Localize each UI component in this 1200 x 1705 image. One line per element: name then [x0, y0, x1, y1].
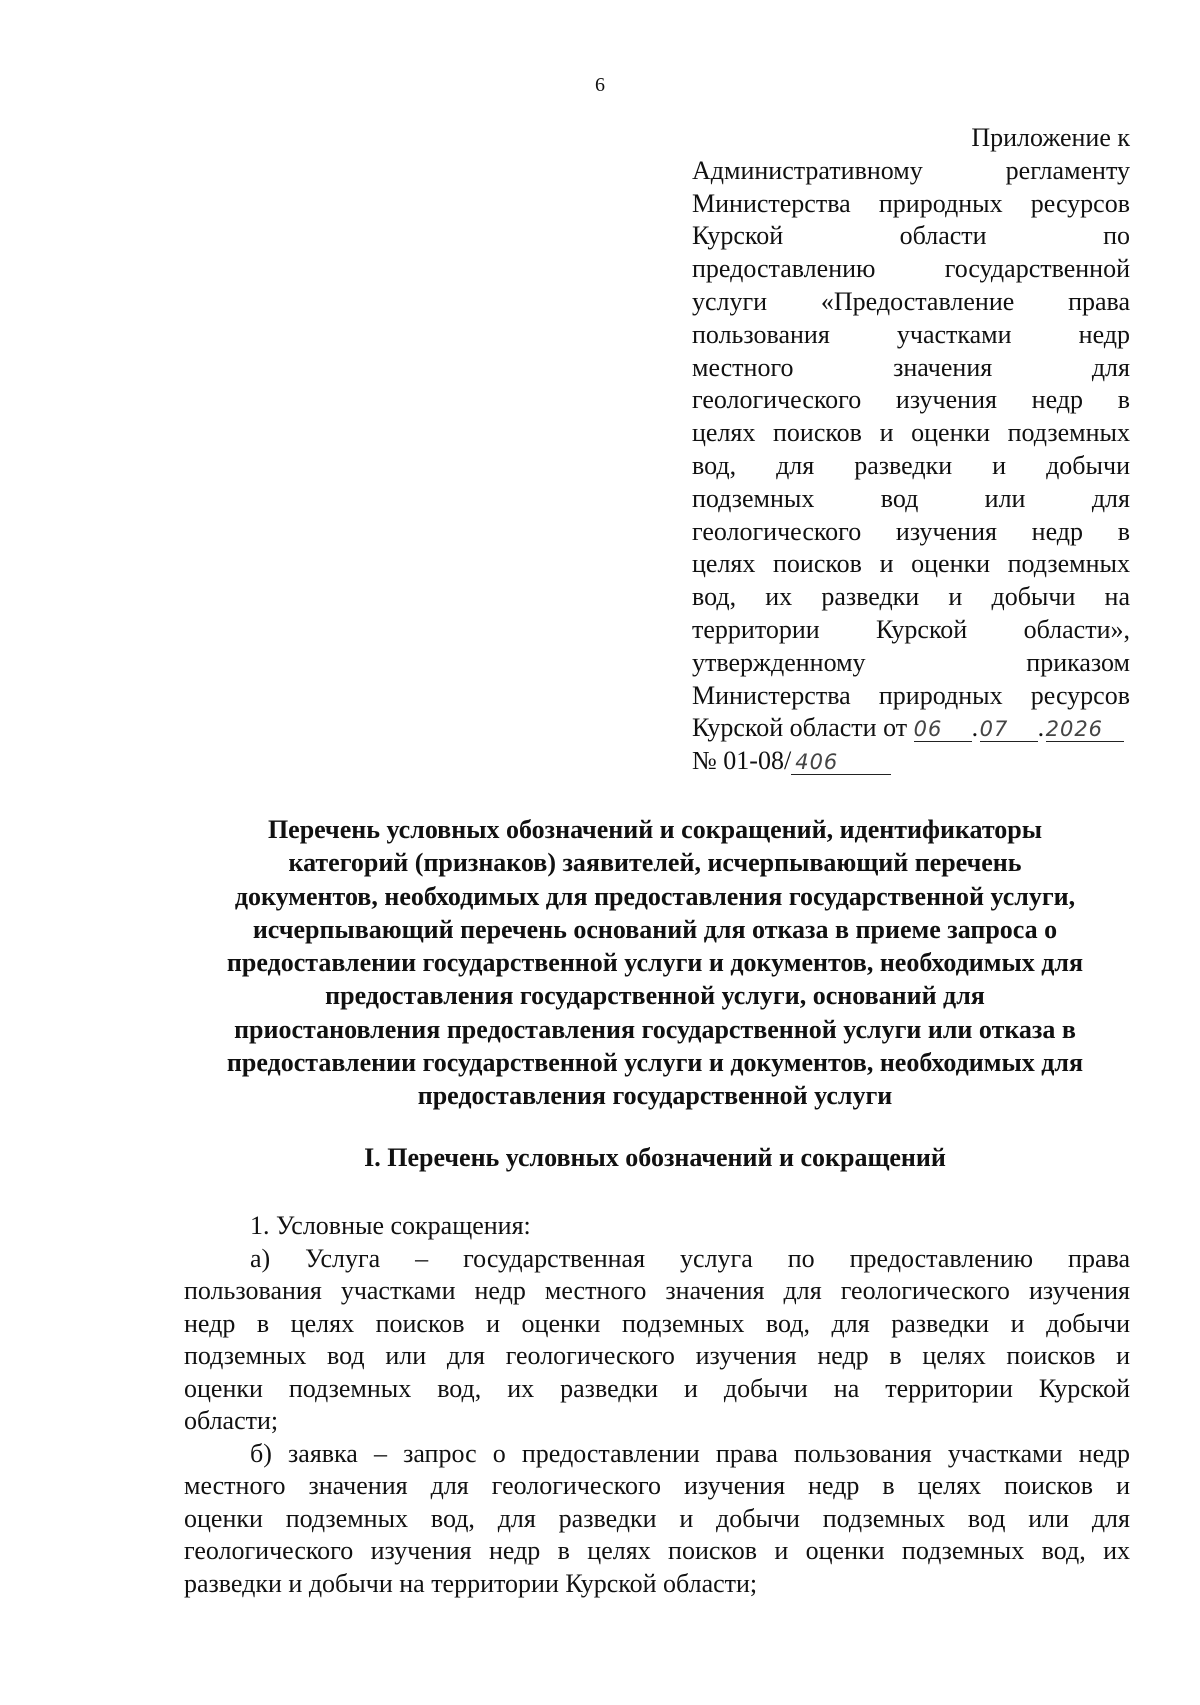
order-number-line	[692, 745, 1130, 778]
appendix-line: геологического изучения недр в	[692, 385, 1130, 415]
appendix-line: Министерства природных ресурсов	[692, 680, 1130, 710]
title-line: предоставлении государственной услуги и документов, необходимых для	[226, 1048, 1084, 1078]
appendix-line: предоставлению государственной	[692, 254, 1130, 284]
appendix-line: вод, их разведки и добычи на	[692, 582, 1130, 612]
appendix-line: геологического изучения недр в	[692, 516, 1130, 546]
body-text	[184, 1210, 1130, 1600]
para-b-line: геологического изучения недр в целях поисков и оценки подземных вод, их	[184, 1536, 1130, 1565]
para-b-line: местного значения для геологического изучения недр в целях поисков и	[184, 1471, 1130, 1500]
document-title	[178, 813, 1132, 1113]
para-a-line: а) Услуга – государственная услуга по предоставлению права	[250, 1243, 1130, 1273]
order-date-prefix: Курской области от	[692, 713, 908, 743]
appendix-line: Курской области по	[692, 221, 1130, 251]
appendix-line: подземных вод или для	[692, 483, 1130, 513]
appendix-block	[692, 122, 1130, 778]
title-line: приостановления предоставления государственной услуги или отказа в	[234, 1014, 1076, 1044]
para-b-line: разведки и добычи на территории Курской области;	[184, 1568, 758, 1598]
title-line: Перечень условных обозначений и сокращений, идентификаторы	[267, 815, 1043, 844]
appendix-line: утвержденному приказом	[692, 647, 1130, 677]
para-a-line: оценки подземных вод, их разведки и добычи на территории Курской	[184, 1373, 1130, 1403]
para-a-line: области;	[184, 1406, 279, 1435]
appendix-line: территории Курской области»,	[692, 614, 1130, 644]
order-date-line: Курской области от 06 .07 .2026	[692, 712, 1130, 745]
order-number-prefix: № 01-08/	[692, 746, 792, 776]
appendix-line: Административному регламенту	[692, 155, 1130, 185]
appendix-line: целях поисков и оценки подземных	[692, 418, 1130, 448]
appendix-line: местного значения для	[692, 352, 1130, 382]
section-heading: I. Перечень условных обозначений и сокращений	[364, 1143, 946, 1172]
para-a-line: недр в целях поисков и оценки подземных вод, для разведки и добычи	[184, 1308, 1130, 1338]
appendix-line: Министерства природных ресурсов	[692, 188, 1130, 218]
para-b-line: оценки подземных вод, для разведки и добычи подземных вод или для	[184, 1503, 1130, 1533]
order-date-day: 06	[914, 717, 972, 742]
para-b-line: б) заявка – запрос о предоставлении права пользования участками недр	[250, 1438, 1130, 1468]
order-number-value: 406	[791, 750, 891, 775]
title-line: исчерпывающий перечень оснований для отказа в приеме запроса о	[252, 914, 1058, 944]
appendix-line: пользования участками недр	[692, 319, 1130, 349]
title-line: предоставления государственной услуги, оснований для	[325, 981, 985, 1011]
title-line: предоставлении государственной услуги и документов, необходимых для	[226, 948, 1084, 978]
item-1: 1. Условные сокращения:	[250, 1211, 531, 1240]
title-line: документов, необходимых для предоставления государственной услуги,	[234, 881, 1076, 911]
appendix-line: услуги «Предоставление права	[692, 286, 1130, 316]
page-number: 6	[595, 74, 605, 96]
appendix-line: Приложение к	[971, 123, 1130, 152]
appendix-line: целях поисков и оценки подземных	[692, 549, 1130, 579]
title-line: категорий (признаков) заявителей, исчерпывающий перечень	[288, 848, 1022, 878]
title-line: предоставления государственной услуги	[417, 1081, 893, 1111]
para-a-line: подземных вод или для геологического изучения недр в целях поисков и	[184, 1341, 1130, 1370]
para-a-line: пользования участками недр местного значения для геологического изучения	[184, 1276, 1130, 1305]
appendix-line: вод, для разведки и добычи	[692, 450, 1130, 480]
order-date-year: 2026	[1046, 717, 1124, 742]
order-date-month: 07	[980, 717, 1038, 742]
